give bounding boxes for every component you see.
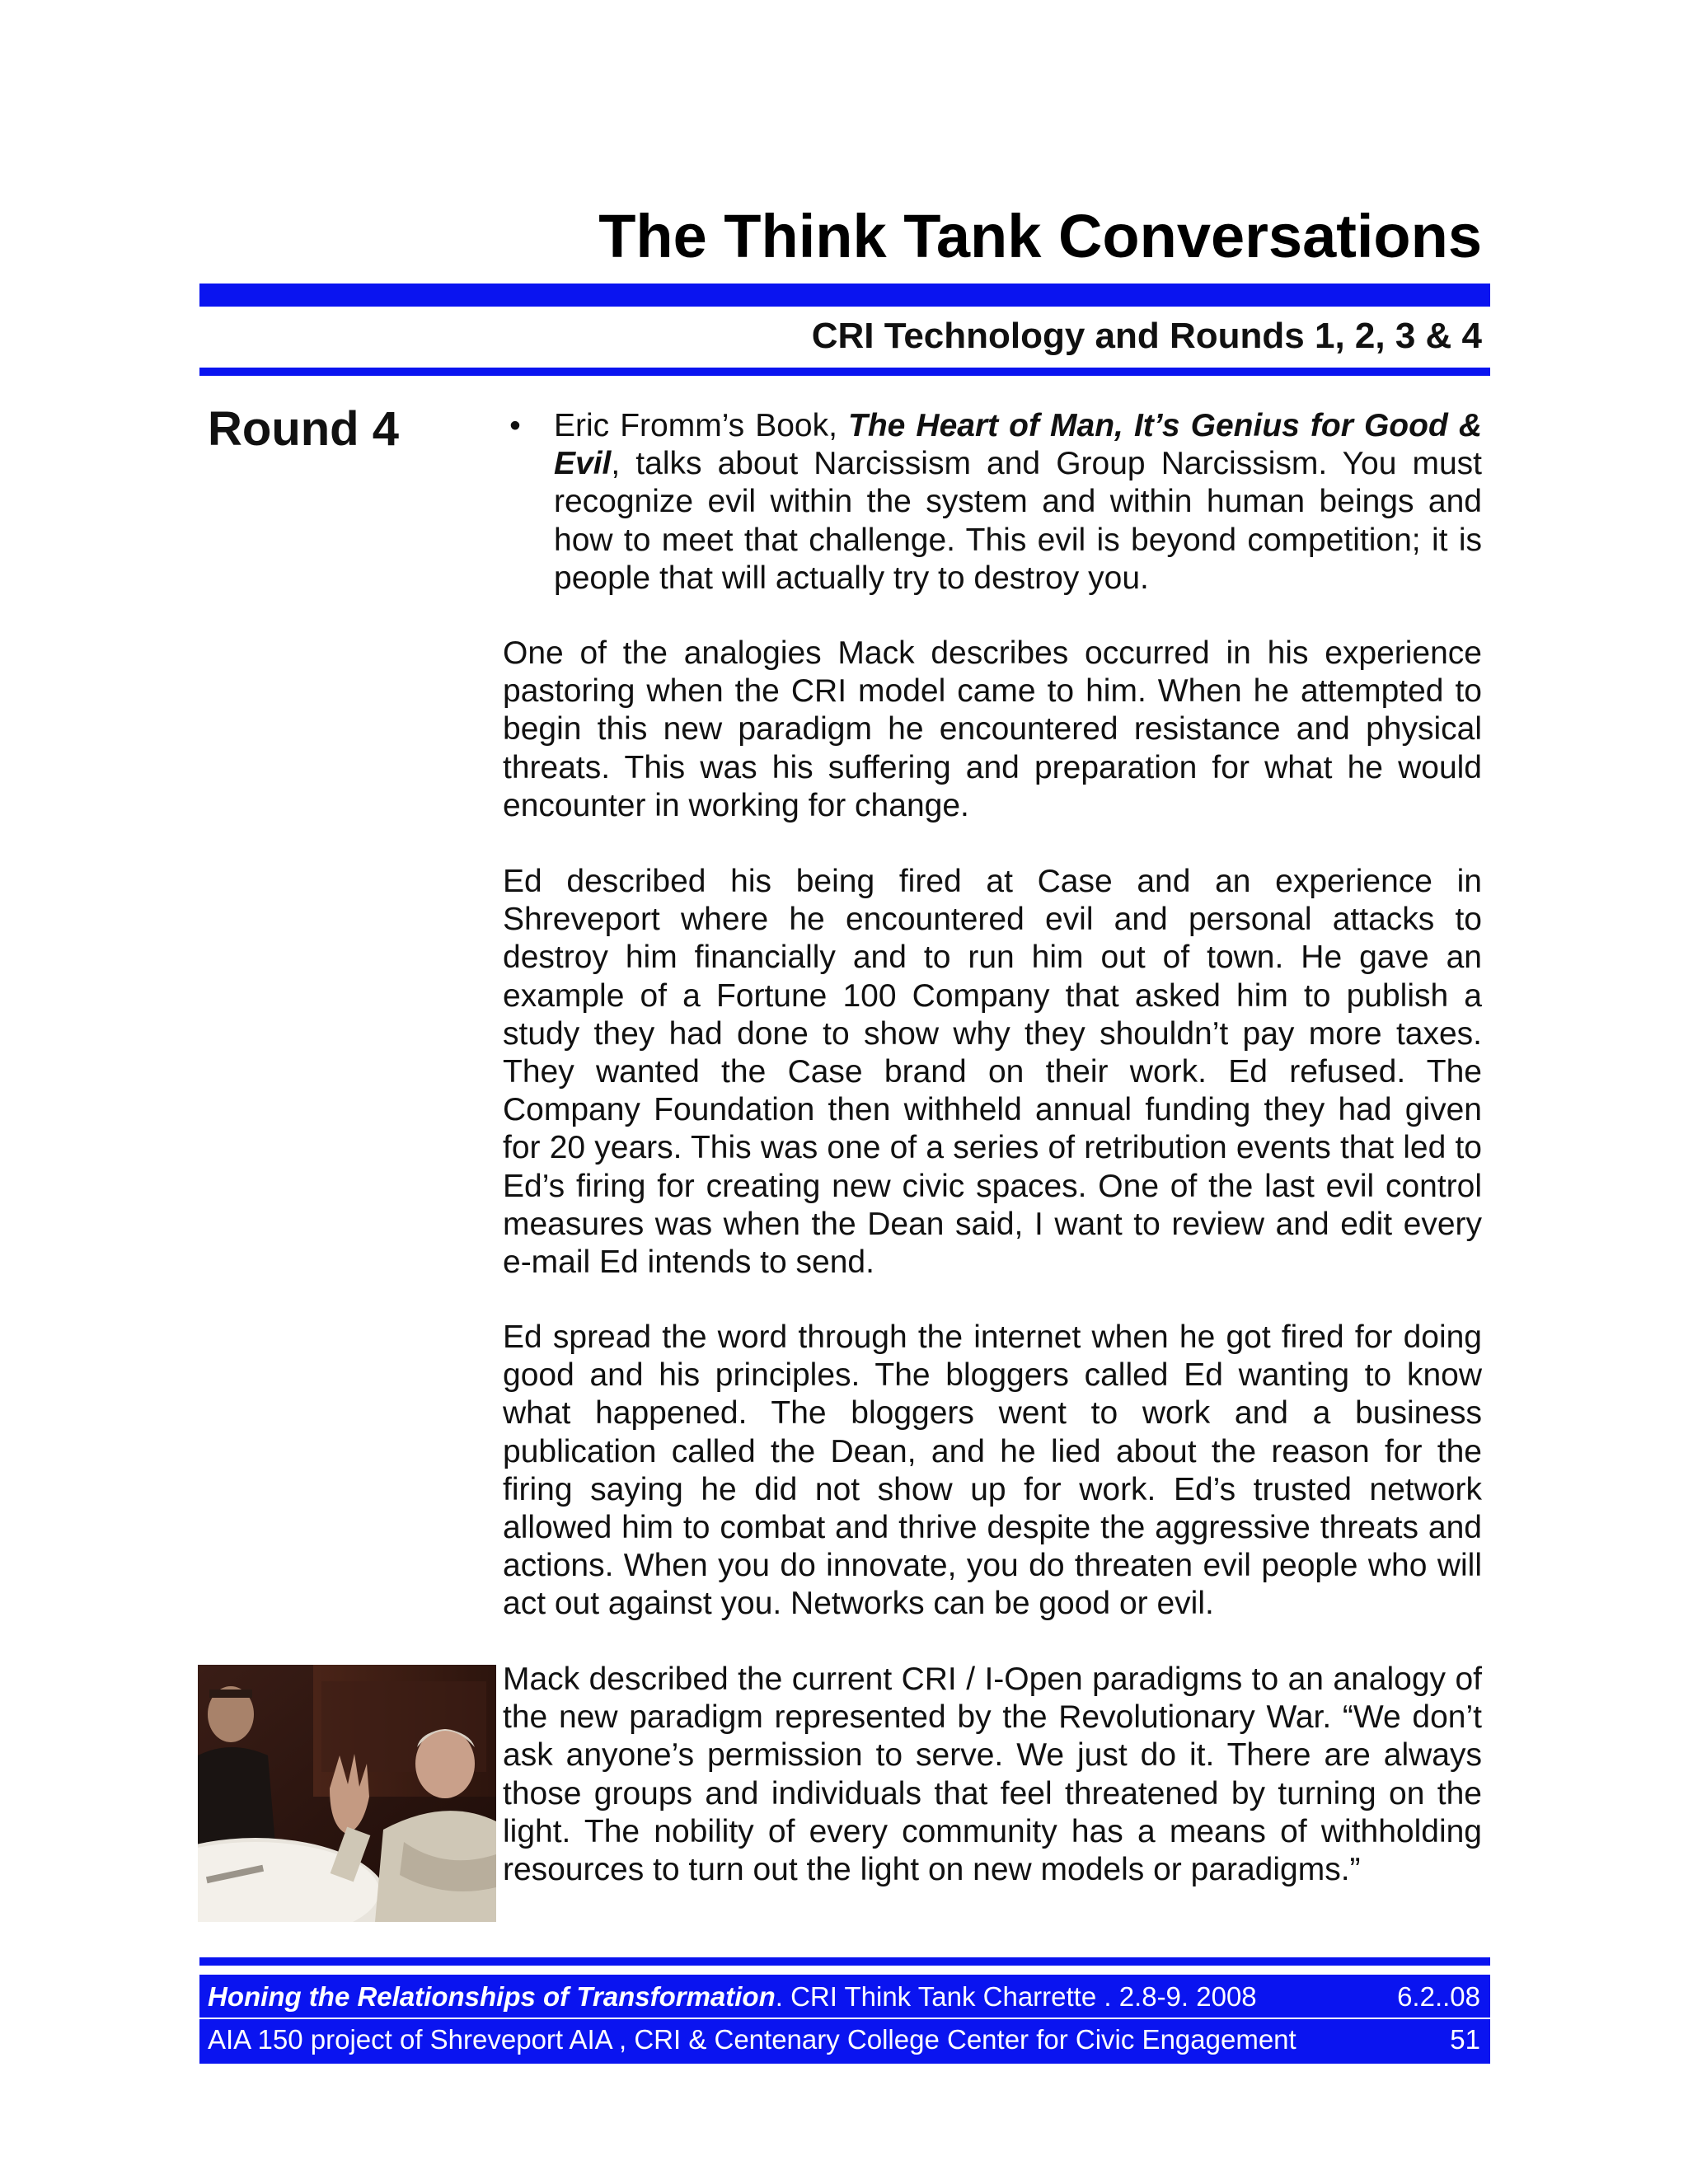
header-rule-thin — [199, 368, 1490, 376]
footer-project: AIA 150 project of Shreveport AIA , CRI & Centenary College Center for Civic Engagement — [208, 2024, 1296, 2055]
page-title: The Think Tank Conversations — [598, 202, 1482, 270]
footer-line-2 — [208, 2021, 1480, 2059]
footer-date: 6.2..08 — [1397, 1981, 1480, 2012]
bullet-text-after: , talks about Narcissism and Group Narcissism. You must recognize evil within the system and within human beings and how to meet that challenge. This evil is beyond competition; it is people that will actually try to destroy you. — [554, 446, 1482, 596]
conversation-photo — [198, 1665, 496, 1922]
paragraph-mack-revolution: Mack described the current CRI / I-Open paradigms to an analogy of the new paradigm represented by the Revolutionary War. “We don’t ask anyone’s permission to serve. We just do it. There are always those groups and individuals that feel threatened by turning on the light. The nobility of every community has a means of withholding resources to turn out the light on new models or paradigms.” — [503, 1661, 1482, 1888]
bullet-item — [503, 407, 1482, 598]
footer-divider — [199, 2018, 1490, 2019]
page-number: 51 — [1450, 2024, 1480, 2055]
header-rule-thick — [199, 284, 1490, 307]
footer-event: . CRI Think Tank Charrette . 2.8-9. 2008 — [775, 1981, 1257, 2012]
footer-rule — [199, 1957, 1490, 1966]
bullet-text-before: Eric Fromm’s Book, — [554, 408, 849, 443]
footer-publication-title: Honing the Relationships of Transformation — [208, 1981, 776, 2012]
footer — [199, 1975, 1490, 2064]
paragraph-ed-network: Ed spread the word through the internet when he got fired for doing good and his principles. The bloggers called Ed wanting to know what happened. The bloggers went to work and a business publication called the Dean, and he lied about the reason for the firing saying he did not show up for work. Ed’s trusted network allowed him to combat and thrive despite the aggressive threats and actions. When you do innovate, you do threaten evil people who will act out against you. Networks can be good or evil. — [503, 1319, 1482, 1622]
round-label: Round 4 — [208, 402, 399, 456]
paragraph-ed-fired: Ed described his being fired at Case and an experience in Shreveport where he encountered evil and personal attacks to destroy him financially and to run him out of town. He gave an example of a Fortune 100 Company that asked him to publish a study they had done to show why they shouldn’t pay more taxes. They wanted the Case brand on their work. Ed refused. The Company Foundation then withheld annual funding they had given for 20 years. This was one of a series of retribution events that led to Ed’s firing for creating new civic spaces. One of the last evil control measures was when the Dean said, I want to review and edit every e-mail Ed intends to send. — [503, 864, 1482, 1281]
paragraph-mack-pastoring: One of the analogies Mack describes occurred in his experience pastoring when the CRI model came to him. When he attempted to begin this new paradigm he encountered resistance and physical threats. This was his suffering and preparation for what he would encounter in working for change. — [503, 635, 1482, 823]
section-subtitle: CRI Technology and Rounds 1, 2, 3 & 4 — [811, 316, 1482, 356]
footer-line-1 — [208, 1978, 1480, 2016]
bullet-list — [503, 407, 1482, 598]
bullet-marker: • — [509, 408, 521, 443]
book-title: The Heart of Man, It’s Genius for Good & Evil — [554, 408, 1482, 482]
